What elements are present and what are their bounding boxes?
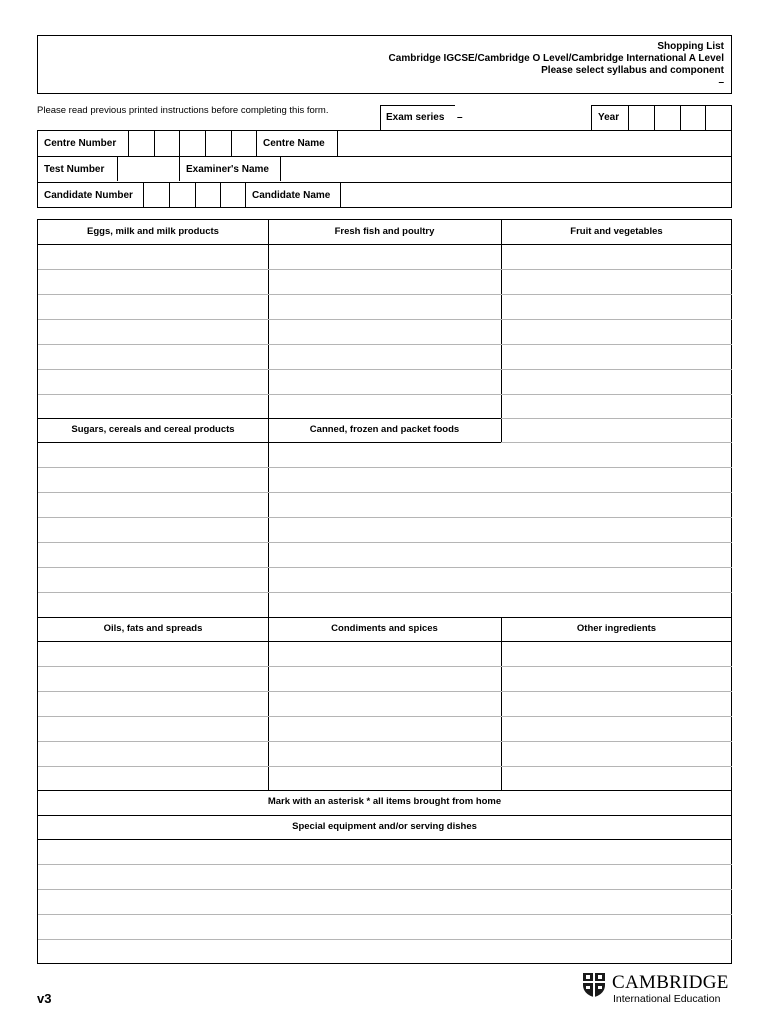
entry-line <box>38 741 732 742</box>
section-line <box>38 815 732 816</box>
candidate-number-cell[interactable] <box>195 183 196 207</box>
exam-series-box[interactable] <box>380 105 589 131</box>
exam-series-value[interactable]: – <box>457 112 463 123</box>
entry-line <box>38 864 732 865</box>
syllabus-select-value[interactable]: – <box>718 77 724 88</box>
section-header-line <box>38 641 732 642</box>
entry-line <box>38 691 732 692</box>
other-ingredients-heading: Other ingredients <box>576 623 657 634</box>
test-number-label: Test Number <box>44 164 105 175</box>
eggs-milk-heading: Eggs, milk and milk products <box>87 226 219 237</box>
entry-line <box>38 467 732 468</box>
column-divider <box>501 617 502 790</box>
centre-name-field[interactable] <box>337 131 338 156</box>
oils-fats-heading: Oils, fats and spreads <box>103 623 203 634</box>
header-text <box>389 41 724 89</box>
section-line <box>38 418 501 419</box>
qualifications-text: Cambridge IGCSE/Cambridge O Level/Cambridge International A Level <box>388 53 724 64</box>
test-row <box>38 156 731 181</box>
candidate-row <box>38 182 731 207</box>
entry-line <box>38 269 732 270</box>
logo-wordmark: CAMBRIDGE <box>612 972 729 993</box>
entry-line <box>38 716 732 717</box>
year-label: Year <box>598 112 620 123</box>
centre-row <box>38 131 731 156</box>
section-line <box>38 617 732 618</box>
instructions-text: Please read previous printed instructions before completing this form. <box>37 105 329 116</box>
cambridge-logo <box>582 970 734 1008</box>
shopping-grid <box>37 219 732 964</box>
entry-line <box>501 418 732 419</box>
exam-series-label: Exam series <box>386 112 445 123</box>
year-box <box>591 105 732 131</box>
entry-line <box>38 914 732 915</box>
fruit-veg-heading: Fruit and vegetables <box>570 226 663 237</box>
entry-line <box>38 666 732 667</box>
centre-name-label: Centre Name <box>263 138 325 149</box>
logo-subtitle: International Education <box>613 993 721 1005</box>
candidate-details <box>37 130 732 208</box>
entry-line <box>38 294 732 295</box>
entry-line <box>38 394 732 395</box>
entry-line <box>38 542 732 543</box>
version-label: v3 <box>37 991 52 1006</box>
candidate-name-label: Candidate Name <box>252 190 331 201</box>
test-number-field[interactable] <box>179 157 180 181</box>
candidate-number-cell[interactable] <box>220 183 221 207</box>
entry-line <box>38 766 732 767</box>
cambridge-shield-icon <box>582 972 606 998</box>
entry-line <box>501 442 732 443</box>
year-digit-cell[interactable] <box>654 106 655 131</box>
centre-number-cell[interactable] <box>231 131 232 156</box>
entry-line <box>38 939 732 940</box>
section-line <box>38 790 732 791</box>
special-equipment-heading: Special equipment and/or serving dishes <box>292 821 477 832</box>
year-digit-cell[interactable] <box>680 106 681 131</box>
sugars-cereals-heading: Sugars, cereals and cereal products <box>71 424 235 435</box>
section-header-line <box>38 244 732 245</box>
examiner-name-label: Examiner's Name <box>186 164 269 175</box>
candidate-name-field[interactable] <box>340 183 341 207</box>
canned-frozen-heading: Canned, frozen and packet foods <box>309 424 460 435</box>
candidate-number-label: Candidate Number <box>44 190 133 201</box>
entry-line <box>38 889 732 890</box>
condiments-heading: Condiments and spices <box>331 623 438 634</box>
examiner-name-field[interactable] <box>280 157 281 181</box>
entry-line <box>38 492 732 493</box>
entry-line <box>38 319 732 320</box>
candidate-number-cell[interactable] <box>169 183 170 207</box>
centre-number-cell[interactable] <box>154 131 155 156</box>
section-header-line <box>38 442 501 443</box>
column-divider <box>501 418 502 442</box>
asterisk-note: Mark with an asterisk * all items brought from home <box>267 796 502 807</box>
year-digit-cell[interactable] <box>705 106 706 131</box>
syllabus-select-prompt[interactable]: Please select syllabus and component <box>541 65 724 76</box>
fish-poultry-heading: Fresh fish and poultry <box>334 226 435 237</box>
centre-number-label: Centre Number <box>44 138 117 149</box>
entry-line <box>38 567 732 568</box>
centre-number-cell[interactable] <box>205 131 206 156</box>
centre-number-cell[interactable] <box>179 131 180 156</box>
column-divider <box>268 220 269 790</box>
entry-line <box>38 592 732 593</box>
entry-line <box>38 344 732 345</box>
entry-line <box>38 517 732 518</box>
section-header-line <box>38 839 732 840</box>
entry-line <box>38 369 732 370</box>
form-title: Shopping List <box>657 41 724 52</box>
form-header <box>37 35 732 94</box>
